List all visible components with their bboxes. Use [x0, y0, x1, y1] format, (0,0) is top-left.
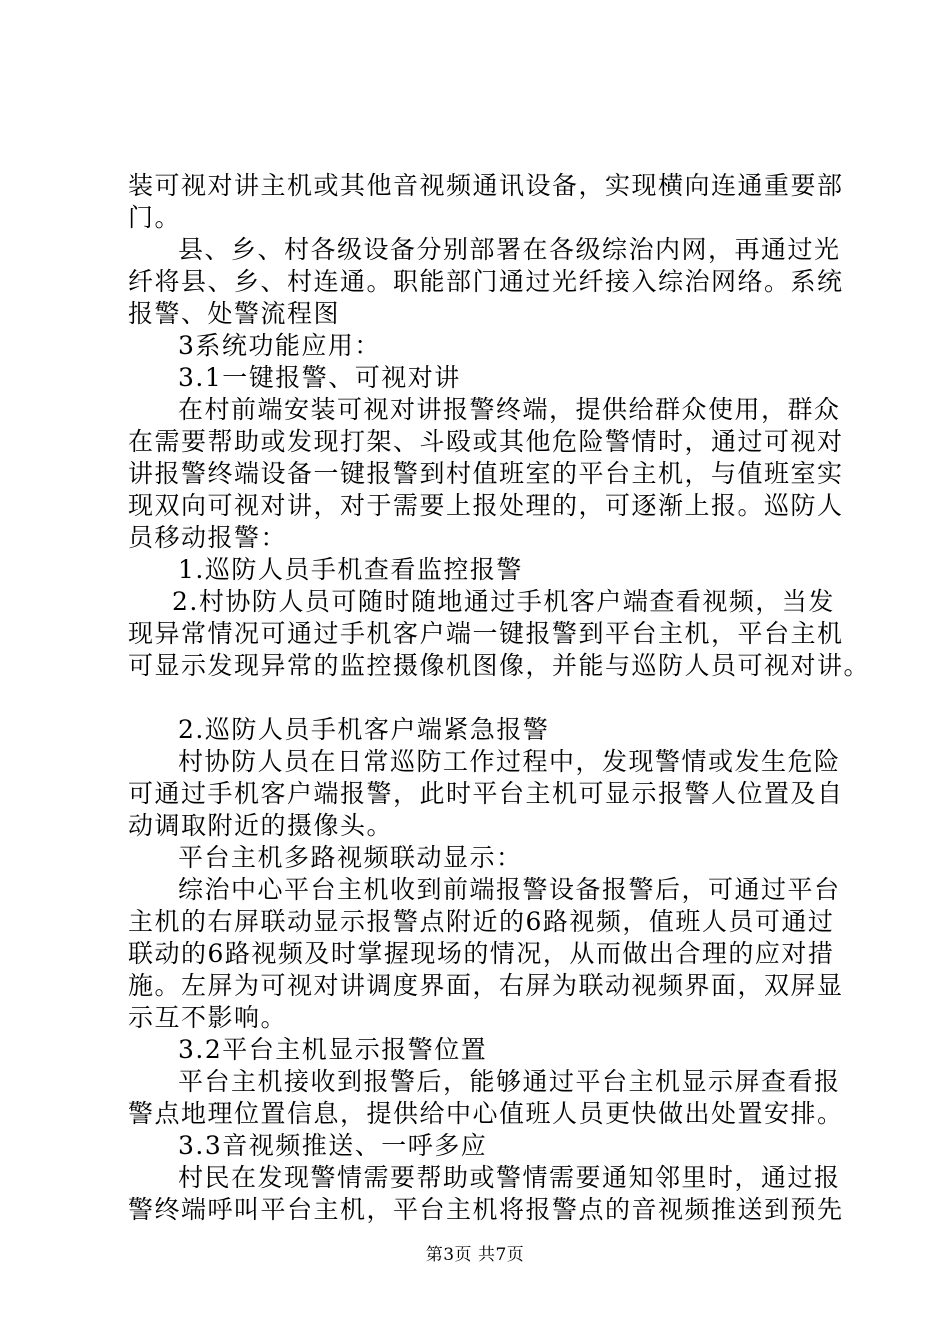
- text-line: 示互不影响。: [128, 1003, 288, 1032]
- text-line: 施。左屏为可视对讲调度界面，右屏为联动视频界面，双屏显: [128, 971, 844, 1000]
- text-line: 装可视对讲主机或其他音视频通讯设备，实现横向连通重要部: [128, 171, 844, 200]
- paragraph-start-line: 村民在发现警情需要帮助或警情需要通知邻里时，通过报: [178, 1163, 841, 1192]
- subsection-heading: 3.2平台主机显示报警位置: [178, 1035, 488, 1064]
- text-line: 可显示发现异常的监控摄像机图像，并能与巡防人员可视对讲。: [128, 651, 871, 680]
- subsection-heading: 3.1一键报警、可视对讲: [178, 363, 461, 392]
- section-heading: 3系统功能应用：: [178, 331, 381, 360]
- paragraph-start-line: 村协防人员在日常巡防工作过程中，发现警情或发生危险: [178, 747, 841, 776]
- text-line: 报警、处警流程图: [128, 299, 341, 328]
- paragraph-start-line: 在村前端安装可视对讲报警终端，提供给群众使用，群众: [178, 395, 841, 424]
- paragraph-start-line: 2.村协防人员可随时随地通过手机客户端查看视频，当发: [172, 587, 835, 616]
- list-item-heading: 1.巡防人员手机查看监控报警: [178, 555, 523, 584]
- text-line: 主机的右屏联动显示报警点附近的6路视频，值班人员可通过: [128, 907, 835, 936]
- paragraph-heading: 平台主机多路视频联动显示：: [178, 843, 523, 872]
- text-line: 讲报警终端设备一键报警到村值班室的平台主机，与值班室实: [128, 459, 844, 488]
- text-line: 在需要帮助或发现打架、斗殴或其他危险警情时，通过可视对: [128, 427, 844, 456]
- text-line: 现异常情况可通过手机客户端一键报警到平台主机，平台主机: [128, 619, 844, 648]
- text-line: 纤将县、乡、村连通。职能部门通过光纤接入综治网络。系统: [128, 267, 844, 296]
- paragraph-start-line: 县、乡、村各级设备分别部署在各级综治内网，再通过光: [178, 235, 841, 264]
- blank-line: [128, 682, 843, 714]
- page-number-footer: 第3页 共7页: [425, 1245, 525, 1265]
- subsection-heading: 3.3音视频推送、一呼多应: [178, 1131, 488, 1160]
- document-body: [128, 170, 871, 1226]
- text-line: 可通过手机客户端报警，此时平台主机可显示报警人位置及自: [128, 779, 844, 808]
- text-line: 联动的6路视频及时掌握现场的情况，从而做出合理的应对措: [128, 939, 835, 968]
- text-line: 警终端呼叫平台主机，平台主机将报警点的音视频推送到预先: [128, 1195, 844, 1224]
- text-line: 动调取附近的摄像头。: [128, 811, 394, 840]
- paragraph-start-line: 综治中心平台主机收到前端报警设备报警后，可通过平台: [178, 875, 841, 904]
- text-line: 现双向可视对讲，对于需要上报处理的，可逐渐上报。巡防人: [128, 491, 844, 520]
- text-line: 员移动报警：: [128, 523, 288, 552]
- paragraph-start-line: 平台主机接收到报警后，能够通过平台主机显示屏查看报: [178, 1067, 841, 1096]
- text-line: 警点地理位置信息，提供给中心值班人员更快做出处置安排。: [128, 1099, 844, 1128]
- text-line: 门。: [128, 203, 182, 232]
- list-item-heading: 2.巡防人员手机客户端紧急报警: [178, 715, 550, 744]
